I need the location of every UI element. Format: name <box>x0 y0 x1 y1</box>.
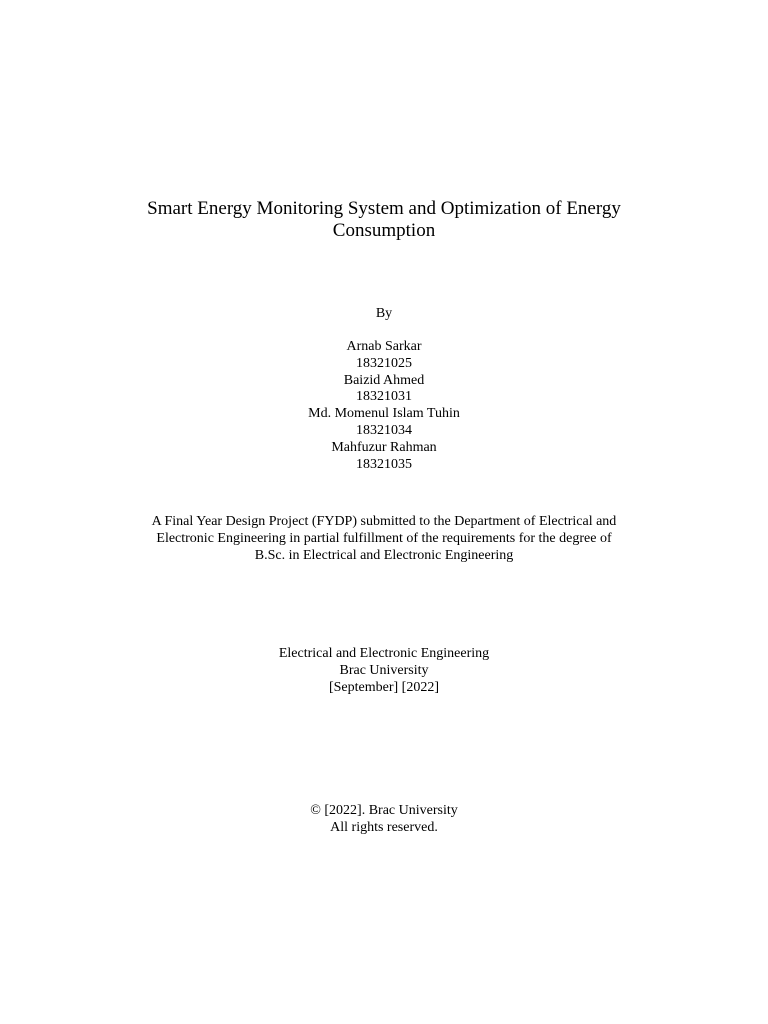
by-label: By <box>375 306 393 321</box>
copyright-notice: © [2022]. Brac University <box>310 803 458 818</box>
department-name: Electrical and Electronic Engineering <box>278 646 490 661</box>
submission-statement <box>0 514 768 564</box>
submission-date: [September] [2022] <box>328 679 440 695</box>
statement-line-1: A Final Year Design Project (FYDP) submitted to the Department of Electrical and <box>151 514 617 529</box>
author-name: Arnab Sarkar <box>346 339 422 354</box>
author-name: Baizid Ahmed <box>343 372 425 388</box>
rights-notice: All rights reserved. <box>330 819 438 835</box>
statement-line-3: B.Sc. in Electrical and Electronic Engineering <box>254 547 514 563</box>
author-list <box>0 339 768 473</box>
author-name: Mahfuzur Rahman <box>331 439 437 455</box>
author-name: Md. Momenul Islam Tuhin <box>308 406 460 422</box>
author-id: 18321034 <box>356 422 412 438</box>
document-title <box>0 198 768 242</box>
author-id: 18321025 <box>356 355 412 371</box>
university-name: Brac University <box>339 662 429 678</box>
title-line-1: Smart Energy Monitoring System and Optimization of Energy <box>147 198 621 219</box>
copyright-block <box>0 803 768 837</box>
institution-block <box>0 646 768 696</box>
statement-line-2: Electronic Engineering in partial fulfillment of the requirements for the degree of <box>156 530 612 546</box>
author-id: 18321031 <box>356 389 412 405</box>
author-id: 18321035 <box>356 456 412 472</box>
title-line-2: Consumption <box>332 220 436 241</box>
